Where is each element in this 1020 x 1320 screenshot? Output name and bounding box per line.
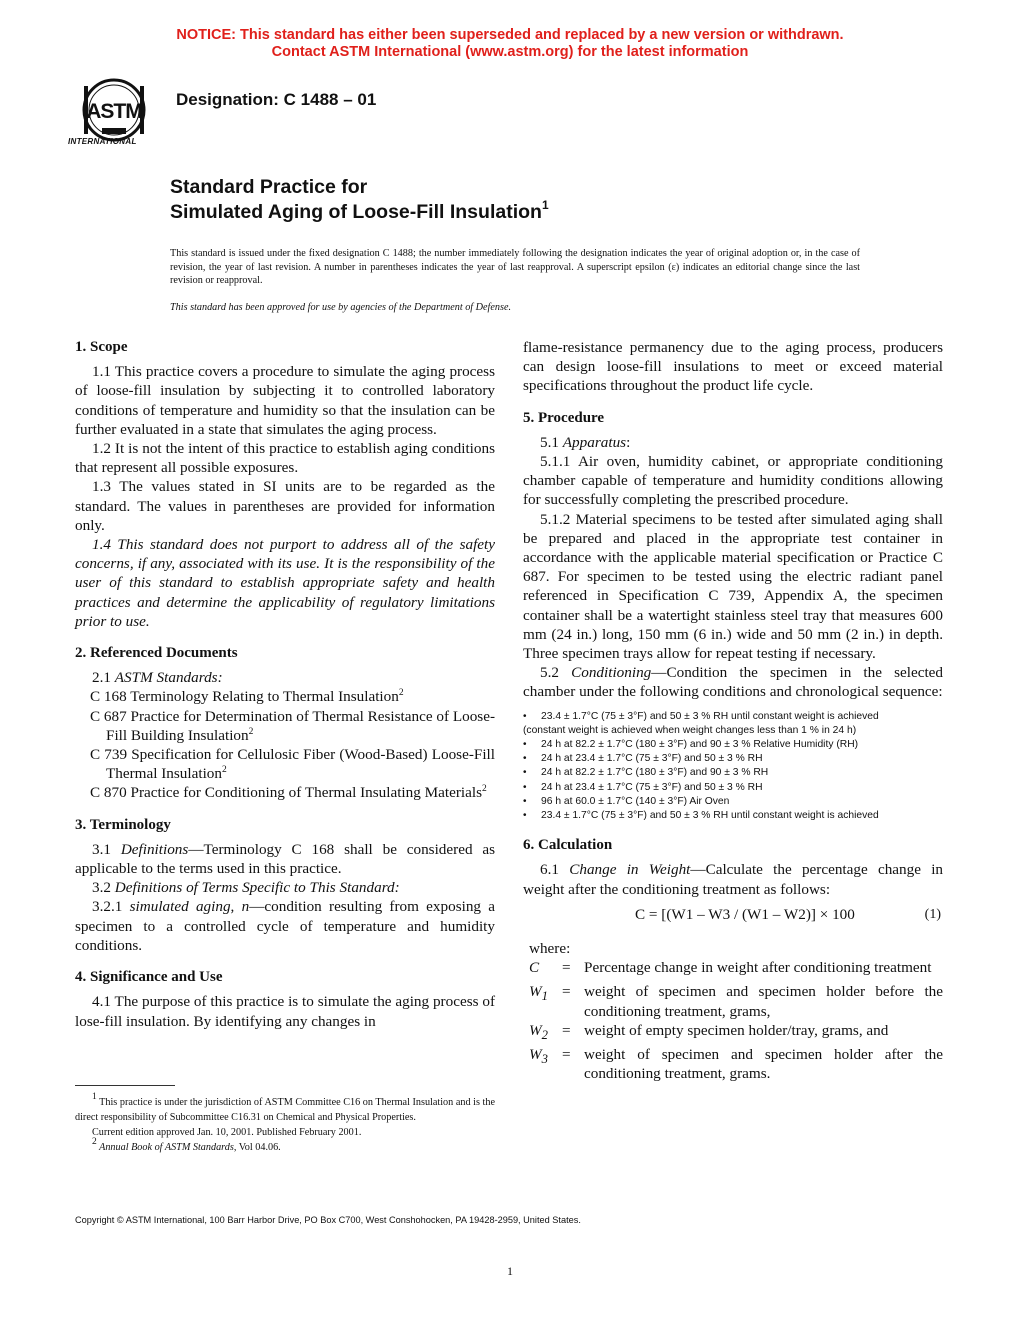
logo-caption: INTERNATIONAL xyxy=(68,137,137,146)
variable-description: weight of empty specimen holder/tray, grams, and xyxy=(584,1021,889,1039)
list-item xyxy=(523,724,943,738)
variable-description: Percentage change in weight after conditioning treatment xyxy=(584,959,932,977)
footnote-em: Annual Book of ASTM Standards xyxy=(96,1142,234,1153)
reference-text: C 168 Terminology Relating to Thermal Insulation xyxy=(90,688,399,706)
reference-text: C 739 Specification for Cellulosic Fiber (Wood-Based) Loose-Fill Thermal Insulation xyxy=(90,746,495,783)
term-em: Definitions xyxy=(120,840,189,858)
equals-sign: = xyxy=(562,1021,571,1039)
scope-p4-text: 1.4 This standard does not purport to address all of the safety concerns, if any, associated with its use. It is the responsibility of the user of this standard to establish appropriate safety and health practices and determine the applicability of regulatory limitations prior to use. xyxy=(75,536,495,630)
terminology-heading: 3. Terminology xyxy=(75,816,171,833)
footnote-text: , Vol 04.06. xyxy=(233,1142,281,1153)
bullet-icon: • xyxy=(523,710,527,722)
list-item-text: 24 h at 82.2 ± 1.7°C (180 ± 3°F) and 90 ± 3 % Relative Humidity (RH) xyxy=(541,739,859,751)
referenced-sub-title: ASTM Standards: xyxy=(114,669,223,687)
procedure-p2: 5.1.1 Air oven, humidity cabinet, or appropriate conditioning chamber capable of temperature and humidity conditions allowing for successfully completing the prescribed procedure. xyxy=(523,453,943,509)
proc-em: Apparatus xyxy=(562,433,627,451)
terminology-p2 xyxy=(75,878,495,897)
scope-p3: 1.3 The values stated in SI units are to be regarded as the standard. The values in parentheses are provided for information only. xyxy=(75,478,495,534)
list-item-text: 24 h at 82.2 ± 1.7°C (180 ± 3°F) and 90 ± 3 % RH xyxy=(541,767,769,779)
list-item xyxy=(523,809,943,823)
term-rest: —condition resulting from exposing a specimen to a controlled cycle of temperature and humidity conditions. xyxy=(75,898,496,954)
term-em: simulated aging xyxy=(129,898,231,916)
footnote-marker: 1 xyxy=(92,1092,97,1102)
footnote-text: This practice is under the jurisdiction of ASTM Committee C16 on Thermal Insulation and is the direct responsibility of Subcommittee C16.31 on Chemical and Physical Properties. xyxy=(75,1097,495,1123)
variable-symbol xyxy=(523,982,562,1020)
footnotes xyxy=(75,1092,495,1155)
footnote-divider xyxy=(75,1085,175,1086)
scope-p2: 1.2 It is not the intent of this practice to establish aging conditions that represent all possible exposures. xyxy=(75,440,495,477)
term-rest: —Terminology C 168 shall be considered as applicable to the terms used in this practice. xyxy=(75,840,496,878)
variable-definition xyxy=(523,958,943,982)
referenced-sub xyxy=(75,668,495,687)
title-line-2 xyxy=(170,200,549,225)
reference-text: C 687 Practice for Determination of Thermal Resistance of Loose-Fill Building Insulation xyxy=(90,707,496,744)
var-sub: 2 xyxy=(541,1027,548,1042)
footnote-2 xyxy=(75,1137,495,1155)
reference-item xyxy=(75,707,495,745)
document-title xyxy=(170,175,549,225)
bullet-icon: • xyxy=(523,810,527,822)
equation-number: (1) xyxy=(924,906,941,922)
var-letter: W xyxy=(529,983,542,1001)
notice-line-1: NOTICE: This standard has either been superseded and replaced by a new version or withdrawn. xyxy=(176,27,844,43)
bullet-icon: • xyxy=(523,781,527,793)
equals-sign: = xyxy=(562,959,571,977)
variable-description: weight of specimen and specimen holder before the conditioning treatment, grams, xyxy=(584,983,943,1020)
copyright-line: Copyright © ASTM International, 100 Barr Harbor Drive, PO Box C700, West Conshohocken, PA 19428-2959, United States. xyxy=(75,1215,581,1225)
var-letter: C xyxy=(529,959,540,977)
approved-note: This standard has been approved for use by agencies of the Department of Defense. xyxy=(170,302,512,313)
variable-definition xyxy=(523,1021,943,1045)
variable-definition xyxy=(523,982,943,1020)
bullet-icon: • xyxy=(523,739,527,751)
proc-num: 5.1 xyxy=(540,433,563,451)
footnote-1 xyxy=(75,1092,495,1125)
right-column xyxy=(523,338,943,1083)
reference-footnote-ref: 2 xyxy=(398,688,404,699)
bullet-icon: • xyxy=(523,767,527,779)
procedure-p4 xyxy=(523,663,943,701)
scope-p1: 1.1 This practice covers a procedure to simulate the aging process of loose-fill insulation by subjecting it to controlled laboratory conditions of temperature and humidity so that the insulation can be further evaluated in a state that simulates the aging process. xyxy=(75,363,495,438)
variable-description: weight of specimen and specimen holder after the conditioning treatment, grams. xyxy=(584,1045,943,1083)
procedure-p1 xyxy=(523,433,943,452)
reference-footnote-ref: 2 xyxy=(221,765,227,776)
proc-rest: : xyxy=(626,433,631,451)
calculation-p1 xyxy=(523,860,943,898)
list-item-text: (constant weight is achieved when weight changes less than 1 % in 24 h) xyxy=(523,724,857,736)
term-num: 3.2 xyxy=(92,879,115,897)
reference-item xyxy=(75,783,495,802)
list-item-text: 96 h at 60.0 ± 1.7°C (140 ± 3°F) Air Oven xyxy=(541,795,730,807)
procedure-p3: 5.1.2 Material specimens to be tested after simulated aging shall be prepared and placed in the appropriate test container in accordance with the applicable material specification or Practice C 687. For specimen to be tested using the electric radiant panel referenced in Specification C 739, Appendix A, the specimen container shall be a watertight stainless steel tray that measures 600 mm (24 in.) long, 150 mm (6 in.) wide and 50 mm (2 in.) in depth. Three specimen trays allow for repeat testing if necessary. xyxy=(523,510,943,663)
significance-heading: 4. Significance and Use xyxy=(75,969,223,986)
significance-p1-continued: flame-resistance permanency due to the aging process, producers can design loose-fill insulations to meet or exceed material specifications throughout the product life cycle. xyxy=(523,339,943,395)
reference-footnote-ref: 2 xyxy=(481,784,487,795)
terminology-p3 xyxy=(75,897,495,955)
referenced-sub-num: 2.1 xyxy=(92,669,115,687)
list-item xyxy=(523,781,943,795)
referenced-heading: 2. Referenced Documents xyxy=(75,645,238,662)
list-item xyxy=(523,795,943,809)
logo-mark-text: ASTM xyxy=(86,100,142,123)
reference-text: C 870 Practice for Conditioning of Thermal Insulating Materials xyxy=(90,784,482,802)
terminology-p1 xyxy=(75,840,495,878)
calc-rest: —Calculate the percentage change in weight after the conditioning treatment as follows: xyxy=(523,861,944,898)
var-letter: W xyxy=(529,1045,542,1063)
list-item xyxy=(523,710,943,724)
equation-body: C = [(W1 – W3 / (W1 – W2)] × 100 xyxy=(635,905,855,923)
procedure-heading: 5. Procedure xyxy=(523,409,605,426)
term-sep: , xyxy=(230,898,242,916)
list-item-text: 24 h at 23.4 ± 1.7°C (75 ± 3°F) and 50 ± 3 % RH xyxy=(541,753,763,765)
significance-p1: 4.1 The purpose of this practice is to simulate the aging process of lose-fill insulation. By identifying any changes in xyxy=(75,993,495,1030)
equals-sign: = xyxy=(562,1045,571,1063)
calc-em: Change in Weight xyxy=(569,861,691,879)
scope-p4 xyxy=(75,535,495,631)
equals-sign: = xyxy=(562,983,571,1001)
page-number: 1 xyxy=(507,1264,513,1278)
designation: Designation: C 1488 – 01 xyxy=(176,90,377,109)
notice-line-2: Contact ASTM International (www.astm.org) for the latest information xyxy=(271,44,749,60)
var-letter: W xyxy=(529,1021,542,1039)
conditioning-sequence-list xyxy=(523,710,943,824)
list-item xyxy=(523,738,943,752)
variable-symbol xyxy=(523,1021,562,1045)
bullet-icon: • xyxy=(523,795,527,807)
left-column xyxy=(75,338,495,1031)
list-item-text: 23.4 ± 1.7°C (75 ± 3°F) and 50 ± 3 % RH until constant weight is achieved xyxy=(541,710,879,722)
reference-item xyxy=(75,745,495,783)
list-item-text: 24 h at 23.4 ± 1.7°C (75 ± 3°F) and 50 ± 3 % RH xyxy=(541,781,763,793)
title-footnote-ref: 1 xyxy=(541,198,549,212)
var-sub: 3 xyxy=(541,1052,548,1066)
issued-note: This standard is issued under the fixed designation C 1488; the number immediately following the designation indicates the year of original adoption or, in the case of revision, the year of last revision. A number in parentheses indicates the year of last reapproval. A superscript epsilon (ε) indicates an editorial change since the last revision or reapproval. xyxy=(170,248,860,286)
variable-symbol xyxy=(523,958,562,982)
proc-rest: —Condition the specimen in the selected chamber under the following conditions and chronological sequence: xyxy=(523,664,943,701)
footnote-1b: Current edition approved Jan. 10, 2001. Published February 2001. xyxy=(92,1127,362,1138)
proc-em: Conditioning xyxy=(571,664,652,682)
reference-item xyxy=(75,687,495,706)
calc-num: 6.1 xyxy=(540,861,570,879)
variable-symbol xyxy=(523,1045,562,1083)
title-line-1: Standard Practice for xyxy=(170,176,368,198)
list-item-text: 23.4 ± 1.7°C (75 ± 3°F) and 50 ± 3 % RH until constant weight is achieved xyxy=(541,810,879,822)
list-item xyxy=(523,752,943,766)
var-sub: 1 xyxy=(541,989,548,1004)
title-main: Simulated Aging of Loose-Fill Insulation xyxy=(170,201,542,223)
list-item xyxy=(523,766,943,780)
bullet-icon: • xyxy=(523,753,527,765)
term-pos: n xyxy=(241,898,250,916)
equation-1 xyxy=(523,903,943,929)
withdrawal-notice xyxy=(0,27,1020,61)
term-em: Definitions of Terms Specific to This Standard: xyxy=(114,879,400,897)
where-label: where: xyxy=(529,939,571,957)
term-num: 3.2.1 xyxy=(92,898,130,916)
term-num: 3.1 xyxy=(92,840,121,858)
footnote-marker: 2 xyxy=(92,1137,97,1147)
reference-footnote-ref: 2 xyxy=(248,726,254,737)
scope-heading: 1. Scope xyxy=(75,339,128,355)
variable-definition xyxy=(523,1045,943,1083)
proc-num: 5.2 xyxy=(540,664,572,682)
calculation-heading: 6. Calculation xyxy=(523,837,613,854)
